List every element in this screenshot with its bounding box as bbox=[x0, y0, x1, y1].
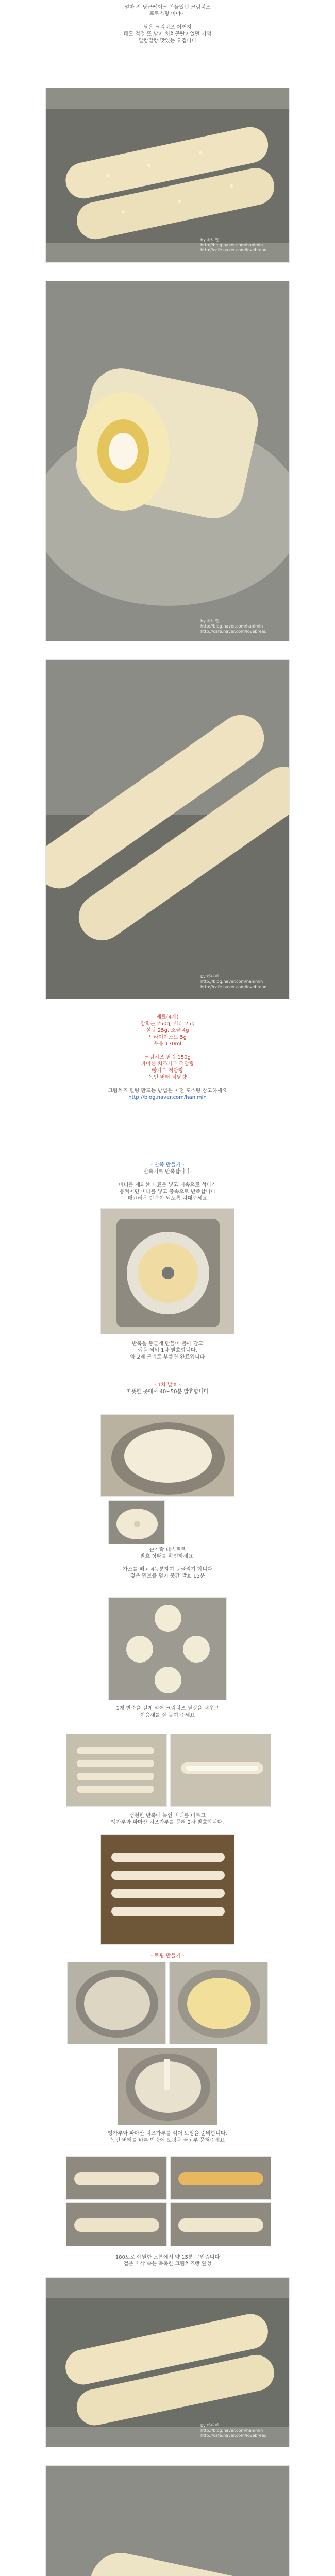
step2-caption bbox=[0, 1547, 335, 1560]
photo-dough-bowl bbox=[100, 1414, 234, 1497]
photo-divided-dough bbox=[108, 1597, 227, 1700]
photo-two-sticks-bottom bbox=[45, 2277, 290, 2447]
photo-coated-4 bbox=[170, 2202, 271, 2246]
step3-line: 빵가루와 파마산 치즈가루를 묻혀 2차 발효합니다. bbox=[111, 1820, 224, 1825]
step1-text bbox=[0, 1162, 335, 1202]
step2-text-more bbox=[0, 1566, 335, 1580]
divided-dough-image bbox=[109, 1598, 227, 1700]
step1-caption bbox=[0, 1341, 335, 1361]
photo-mix-bowl bbox=[118, 2048, 217, 2125]
photo-mixer bbox=[100, 1208, 234, 1334]
coated-image bbox=[66, 2203, 167, 2246]
step1-line: 뭉쳐지면 버터를 넣고 중속으로 반죽합니다 bbox=[119, 1189, 216, 1195]
step4-text bbox=[0, 2130, 335, 2144]
coated-image bbox=[66, 2157, 167, 2200]
step4-line: 빵가루와 파마산 치즈가루를 섞어 토핑을 준비합니다. bbox=[108, 2131, 227, 2137]
step2-title: - 1차 발효 - bbox=[154, 1382, 181, 1388]
step4-title: - 토핑 만들기 - bbox=[150, 1953, 185, 1959]
bread-image bbox=[46, 88, 290, 263]
photo-two-sticks-top bbox=[45, 88, 290, 263]
intro-line: 남은 크림치즈 어쩌지 bbox=[143, 25, 192, 30]
intro-text bbox=[0, 4, 335, 44]
mix-bowl-image bbox=[118, 2048, 217, 2125]
photo-crumbs-bowl bbox=[67, 1962, 166, 2044]
photo-rolled-dough bbox=[66, 1734, 167, 1807]
intro-line: 말캉말캉 맛있는 요겁니다 bbox=[138, 38, 197, 44]
dough-image bbox=[101, 1415, 234, 1497]
photo-two-sticks-close bbox=[45, 659, 290, 999]
step2-line: 가스를 빼고 4등분하여 둥글리기 합니다 bbox=[123, 1567, 212, 1572]
step5-text bbox=[0, 2254, 335, 2267]
photo-watermark: by 하니민 http://blog.naver.com/hanimin http://cafe.naver.com/lovebread bbox=[200, 619, 267, 634]
step4-title-wrap bbox=[0, 1953, 335, 1959]
step1-line: 매끄러운 반죽이 되도록 치대주세요 bbox=[127, 1196, 208, 1201]
crumbs-bowl-image bbox=[68, 1962, 166, 2044]
photo-watermark: by 하니민 http://blog.naver.com/hanimin http://cafe.naver.com/lovebread bbox=[200, 2423, 267, 2438]
recipe-title: 재료(4개) bbox=[156, 1014, 179, 1020]
rolled-dough-image bbox=[66, 1734, 167, 1807]
coated-image bbox=[171, 2203, 271, 2246]
step3-caption bbox=[0, 1705, 335, 1719]
recipe-line: 녹인 버터 적당량 bbox=[148, 1075, 187, 1080]
step5-line: 180도로 예열한 오븐에서 약 15분 구워줍니다 bbox=[115, 2255, 220, 2260]
photo-shaped-sticks bbox=[100, 1834, 234, 1945]
photo-filled-dough bbox=[170, 1734, 271, 1807]
recipe-line: 파마산 치즈가루 적당량 bbox=[141, 1061, 194, 1067]
intro-line bbox=[0, 18, 335, 24]
bread-image bbox=[46, 660, 290, 999]
recipe-line: 우유 170ml bbox=[153, 1041, 182, 1047]
intro-line: 프로스팅 이야기 bbox=[149, 11, 186, 17]
step1-title: - 반죽 만들기 - bbox=[150, 1162, 185, 1168]
step2-caption-line: 발효 상태를 확인하세요. bbox=[140, 1554, 195, 1560]
step3-line: 성형한 반죽에 녹인 버터를 바르고 bbox=[129, 1813, 206, 1819]
recipe-link[interactable]: http://blog.naver.com/hanimin bbox=[128, 1095, 207, 1100]
mixer-image bbox=[101, 1209, 234, 1334]
step2-caption-line: 손가락 테스트로 bbox=[149, 1547, 186, 1553]
step3-caption-line: 1개 반죽을 길게 밀어 크림치즈 필링을 채우고 bbox=[116, 1706, 219, 1711]
recipe-line bbox=[0, 1047, 335, 1054]
photo-watermark: by 하니민 http://blog.naver.com/hanimin http://cafe.naver.com/lovebread bbox=[200, 974, 267, 989]
photo-coated-3 bbox=[66, 2202, 167, 2246]
photo-cheese-bowl bbox=[169, 1962, 268, 2044]
bread-image bbox=[46, 2466, 290, 2576]
photo-coated-1 bbox=[66, 2156, 167, 2200]
cheese-bowl-image bbox=[170, 1962, 268, 2044]
photo-finger-test bbox=[108, 1500, 165, 1544]
step1-line: 버터를 제외한 재료를 넣고 저속으로 섞다가 bbox=[119, 1182, 216, 1188]
step3-text bbox=[0, 1812, 335, 1826]
shaped-sticks-image bbox=[101, 1835, 234, 1945]
recipe-line: 빵가루 적당량 bbox=[152, 1068, 183, 1074]
step1-caption-line: 랩을 씌워 1차 발효합니다. bbox=[138, 1348, 197, 1353]
step2-line: 젖은 면보를 덮어 중간 발효 15분 bbox=[130, 1573, 205, 1579]
step1-caption-line: 반죽을 둥글게 만들어 볼에 담고 bbox=[131, 1341, 204, 1347]
photo-cut-bread-bottom bbox=[45, 2465, 290, 2576]
step5-line: 겉은 바삭 속은 촉촉한 크림치즈빵 완성 bbox=[123, 2261, 212, 2267]
photo-cut-bread bbox=[45, 281, 290, 641]
recipe-line: 크림치즈 필링 150g bbox=[144, 1055, 191, 1060]
recipe-line: 드라이이스트 5g bbox=[148, 1035, 187, 1040]
photo-coated-2 bbox=[170, 2156, 271, 2200]
step3-caption-line: 이음새를 잘 붙여 주세요 bbox=[140, 1713, 195, 1718]
step2-text bbox=[0, 1382, 335, 1395]
recipe-block bbox=[0, 1014, 335, 1101]
recipe-line: 강력분 250g, 버터 25g bbox=[140, 1021, 195, 1027]
step1-caption-line: 약 2배 크기로 부풀면 완료입니다 bbox=[130, 1354, 205, 1360]
finger-test-image bbox=[109, 1501, 165, 1544]
photo-watermark: by 하니민 http://blog.naver.com/hanimin http://cafe.naver.com/lovebread bbox=[200, 238, 267, 252]
filled-dough-image bbox=[171, 1734, 271, 1807]
step1-sub: 반죽기로 반죽합니다. bbox=[143, 1169, 192, 1175]
coated-image bbox=[171, 2157, 271, 2200]
step2-sub: 따뜻한 곳에서 40~50분 발효합니다 bbox=[126, 1389, 209, 1395]
recipe-note: 크림치즈 필링 만드는 방법은 이전 포스팅 참고하세요 bbox=[108, 1088, 227, 1094]
intro-line: 해도 걱정 또 남아 처치곤란이었던 기억 bbox=[123, 31, 212, 37]
intro-line: 얼마 전 당근케이크 만들었던 크림치즈 bbox=[124, 5, 211, 10]
step4-line: 녹인 버터를 바른 반죽에 토핑을 골고루 묻혀주세요 bbox=[110, 2138, 225, 2143]
recipe-line: 설탕 25g, 소금 4g bbox=[146, 1028, 189, 1033]
bread-image bbox=[46, 281, 290, 641]
bread-image bbox=[46, 2278, 290, 2447]
